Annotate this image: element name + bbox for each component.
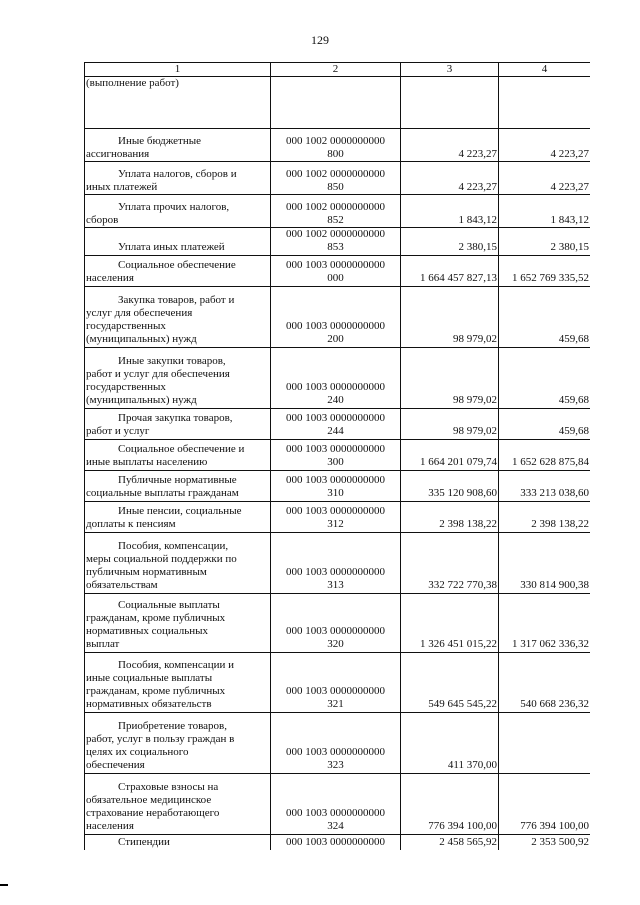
row-name-line: Социальное обеспечение [118,259,236,272]
code-cell: 000 1003 0000000000 [271,834,401,850]
table-row [85,228,591,255]
row-name-line: Публичные нормативные [118,474,237,487]
row-name-line: гражданам, кроме публичных [86,685,226,698]
row-name-line: иных платежей [86,181,158,193]
table-row [85,712,591,773]
value-col4-cell: 776 394 100,00 [499,773,591,834]
row-name-cell [85,501,271,532]
column-header-3: 3 [401,63,499,77]
value-col3-cell: 2 380,15 [401,228,499,255]
row-name-cell [85,77,271,129]
row-name-line: иные выплаты населению [86,456,208,469]
page-number: 129 [311,33,329,47]
code-cell: 000 1003 0000000000 323 [271,712,401,773]
table-row [85,129,591,162]
table-container [84,62,590,850]
row-name-cell [85,347,271,408]
row-name-line: выплат [86,638,120,651]
row-name-line: Иные пенсии, социальные [118,505,242,518]
code-cell: 000 1003 0000000000 200 [271,286,401,347]
value-col4-cell [499,712,591,773]
row-name-line: Приобретение товаров, [118,719,227,732]
row-name-line: Иные закупки товаров, [118,354,226,367]
table-row [85,347,591,408]
value-col3-cell: 98 979,02 [401,408,499,439]
code-cell: 000 1003 0000000000 244 [271,408,401,439]
row-name-line: Страховые взносы на [118,780,219,793]
row-name-line: Прочая закупка товаров, [118,412,233,425]
value-col3-cell: 335 120 908,60 [401,470,499,501]
table-row [85,162,591,195]
value-col3-cell: 332 722 770,38 [401,532,499,593]
value-col3-cell: 1 664 201 079,74 [401,439,499,470]
row-name-line: работ, услуг в пользу граждан в [86,733,235,745]
code-cell: 000 1003 0000000000 300 [271,439,401,470]
row-name-line: публичным нормативным [86,566,207,579]
value-col3-cell [401,77,499,129]
code-cell: 000 1002 0000000000 800 [271,129,401,162]
value-col3-cell: 1 843,12 [401,195,499,228]
code-cell [271,77,401,129]
row-name-line: доплаты к пенсиям [86,518,176,531]
value-col3-cell: 1 664 457 827,13 [401,255,499,286]
code-cell: 000 1003 0000000000 240 [271,347,401,408]
column-header-2: 2 [271,63,401,77]
value-col3-cell: 2 398 138,22 [401,501,499,532]
row-name-cell [85,286,271,347]
row-name-line: государственных [86,320,166,333]
value-col4-cell: 1 317 062 336,32 [499,593,591,652]
row-name-line: нормативных обязательств [86,698,212,711]
row-name-line: обязательное медицинское [86,794,212,806]
row-name-line: обязательствам [86,579,158,592]
row-name-line: Уплата прочих налогов, [118,200,230,213]
table-row [85,255,591,286]
row-name-cell [85,593,271,652]
column-header-4: 4 [499,63,591,77]
code-cell: 000 1003 0000000000 320 [271,593,401,652]
header-row [85,63,591,77]
value-col4-cell: 2 353 500,92 [499,834,591,850]
row-name-line: нормативных социальных [86,625,209,638]
table-row [85,532,591,593]
row-name-line: населения [86,272,134,285]
row-name-line: Социальное обеспечение и [118,443,245,456]
row-name-cell [85,532,271,593]
row-name-cell [85,228,271,255]
row-name-line: обеспечения [86,759,145,772]
row-name-line: Уплата налогов, сборов и [118,167,237,180]
row-name-line: иные социальные выплаты [86,672,213,684]
row-name-line: работ и услуг [86,425,150,438]
value-col4-cell: 1 652 628 875,84 [499,439,591,470]
value-col4-cell: 2 398 138,22 [499,501,591,532]
row-name-cell [85,712,271,773]
row-name-line: работ и услуг для обеспечения [86,368,230,380]
row-name-line: Уплата иных платежей [118,241,225,254]
row-name-cell [85,408,271,439]
row-name-line: Пособия, компенсации и [118,658,235,671]
row-name-line: Иные бюджетные [118,134,202,147]
row-name-line: услуг для обеспечения [86,307,193,319]
value-col4-cell: 459,68 [499,408,591,439]
table-row [85,195,591,228]
value-col4-cell: 1 843,12 [499,195,591,228]
row-name-line: ассигнования [86,148,150,160]
row-name-line: страхование неработающего [86,807,220,820]
budget-table [84,62,590,850]
row-name-line: социальные выплаты гражданам [86,487,239,500]
value-col4-cell: 1 652 769 335,52 [499,255,591,286]
value-col3-cell: 549 645 545,22 [401,652,499,712]
value-col3-cell: 98 979,02 [401,286,499,347]
row-name-cell [85,195,271,228]
table-row [85,773,591,834]
row-name-line: сборов [86,214,119,226]
row-name-line: Стипендии [118,836,170,849]
row-name-cell [85,773,271,834]
row-name-line: Пособия, компенсации, [118,539,229,552]
value-col4-cell: 4 223,27 [499,129,591,162]
value-col4-cell: 2 380,15 [499,228,591,255]
table-row [85,286,591,347]
scan-mark [0,884,8,886]
table-row [85,439,591,470]
row-name-line: меры социальной поддержки по [86,553,237,565]
value-col3-cell: 776 394 100,00 [401,773,499,834]
value-col4-cell: 540 668 236,32 [499,652,591,712]
row-name-cell [85,255,271,286]
table-row [85,408,591,439]
code-cell: 000 1002 0000000000 853 [271,228,401,255]
row-name-line: государственных [86,381,166,394]
value-col4-cell: 459,68 [499,347,591,408]
row-name-line: целях их социального [86,746,189,759]
value-col3-cell: 98 979,02 [401,347,499,408]
row-name-line: гражданам, кроме публичных [86,612,226,624]
value-col3-cell: 2 458 565,92 [401,834,499,850]
row-name-cell [85,162,271,195]
code-cell: 000 1002 0000000000 852 [271,195,401,228]
column-header-1: 1 [85,63,271,77]
row-name-line: Социальные выплаты [118,598,220,611]
table-row [85,501,591,532]
code-cell: 000 1003 0000000000 324 [271,773,401,834]
value-col3-cell: 411 370,00 [401,712,499,773]
value-col3-cell: 4 223,27 [401,162,499,195]
row-name-line: (муниципальных) нужд [86,394,197,407]
value-col4-cell: 4 223,27 [499,162,591,195]
row-name-cell [85,652,271,712]
table-row [85,470,591,501]
row-name-line: населения [86,820,134,833]
row-name-line: Закупка товаров, работ и [118,293,235,306]
row-name-cell [85,470,271,501]
value-col4-cell: 459,68 [499,286,591,347]
value-col4-cell: 330 814 900,38 [499,532,591,593]
value-col3-cell: 4 223,27 [401,129,499,162]
value-col3-cell: 1 326 451 015,22 [401,593,499,652]
row-name-cell [85,439,271,470]
row-name-line: (муниципальных) нужд [86,333,197,346]
row-name-cell [85,129,271,162]
row-name-line: (выполнение работ) [86,77,179,90]
code-cell: 000 1003 0000000000 321 [271,652,401,712]
table-row [85,77,591,129]
value-col4-cell [499,77,591,129]
code-cell: 000 1003 0000000000 000 [271,255,401,286]
code-cell: 000 1003 0000000000 313 [271,532,401,593]
code-cell: 000 1003 0000000000 312 [271,501,401,532]
table-row [85,834,591,850]
value-col4-cell: 333 213 038,60 [499,470,591,501]
table-row [85,593,591,652]
table-row [85,652,591,712]
row-name-cell [85,834,271,850]
code-cell: 000 1003 0000000000 310 [271,470,401,501]
code-cell: 000 1002 0000000000 850 [271,162,401,195]
